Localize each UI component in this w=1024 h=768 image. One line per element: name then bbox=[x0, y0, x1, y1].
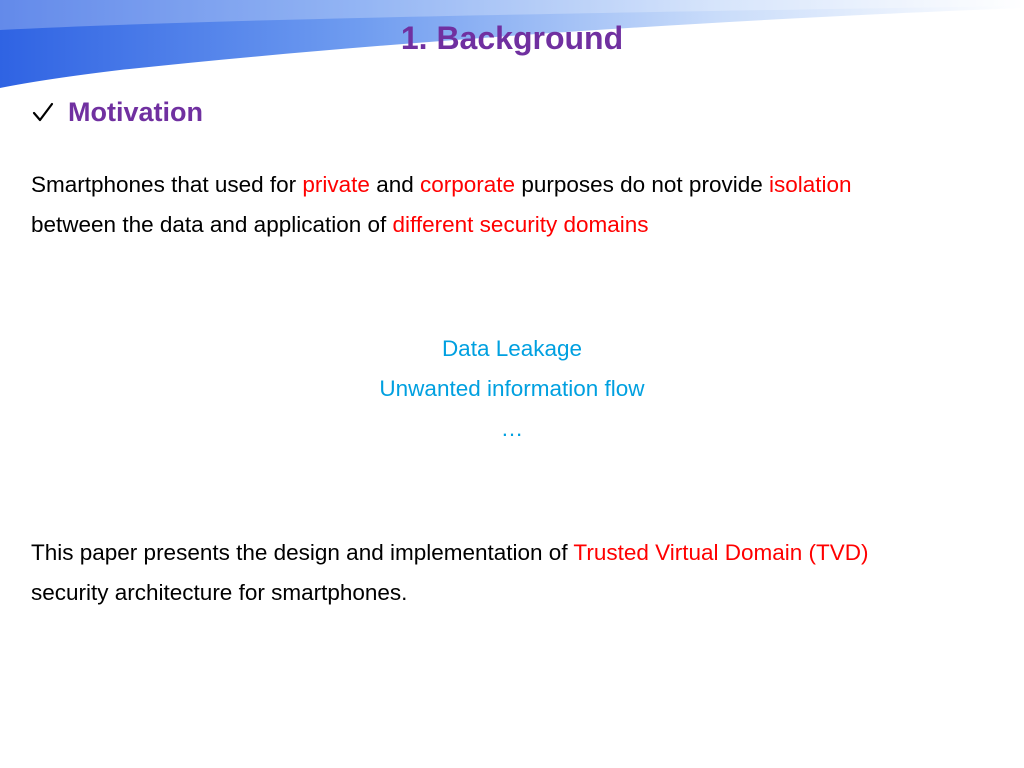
paragraph-line bbox=[31, 533, 1006, 573]
list-item: Unwanted information flow bbox=[379, 376, 645, 401]
highlight-tvd: Trusted Virtual Domain (TVD) bbox=[573, 540, 869, 565]
highlight-private: private bbox=[302, 172, 370, 197]
checkmark-icon bbox=[32, 101, 54, 123]
text-run: Smartphones that used for bbox=[31, 172, 303, 197]
text-run: and bbox=[369, 172, 420, 197]
motivation-paragraph bbox=[31, 165, 1006, 245]
paragraph-line bbox=[31, 165, 1006, 205]
highlight-security-domains: different security domains bbox=[392, 212, 649, 237]
text-run: between the data and application of bbox=[31, 212, 393, 237]
contribution-paragraph bbox=[31, 533, 1006, 613]
list-item: … bbox=[500, 416, 524, 441]
section-heading-label: Motivation bbox=[68, 96, 203, 127]
slide-title: 1. Background bbox=[400, 20, 624, 56]
paragraph-line bbox=[31, 205, 1006, 245]
highlight-isolation: isolation bbox=[768, 172, 852, 197]
highlight-corporate: corporate bbox=[420, 172, 516, 197]
text-run: This paper presents the design and implementation of bbox=[31, 540, 574, 565]
list-item: Data Leakage bbox=[441, 336, 583, 361]
section-heading bbox=[32, 92, 203, 132]
consequences-list bbox=[0, 329, 1024, 449]
text-run: purposes do not provide bbox=[515, 172, 769, 197]
paragraph-line: security architecture for smartphones. bbox=[31, 580, 408, 605]
